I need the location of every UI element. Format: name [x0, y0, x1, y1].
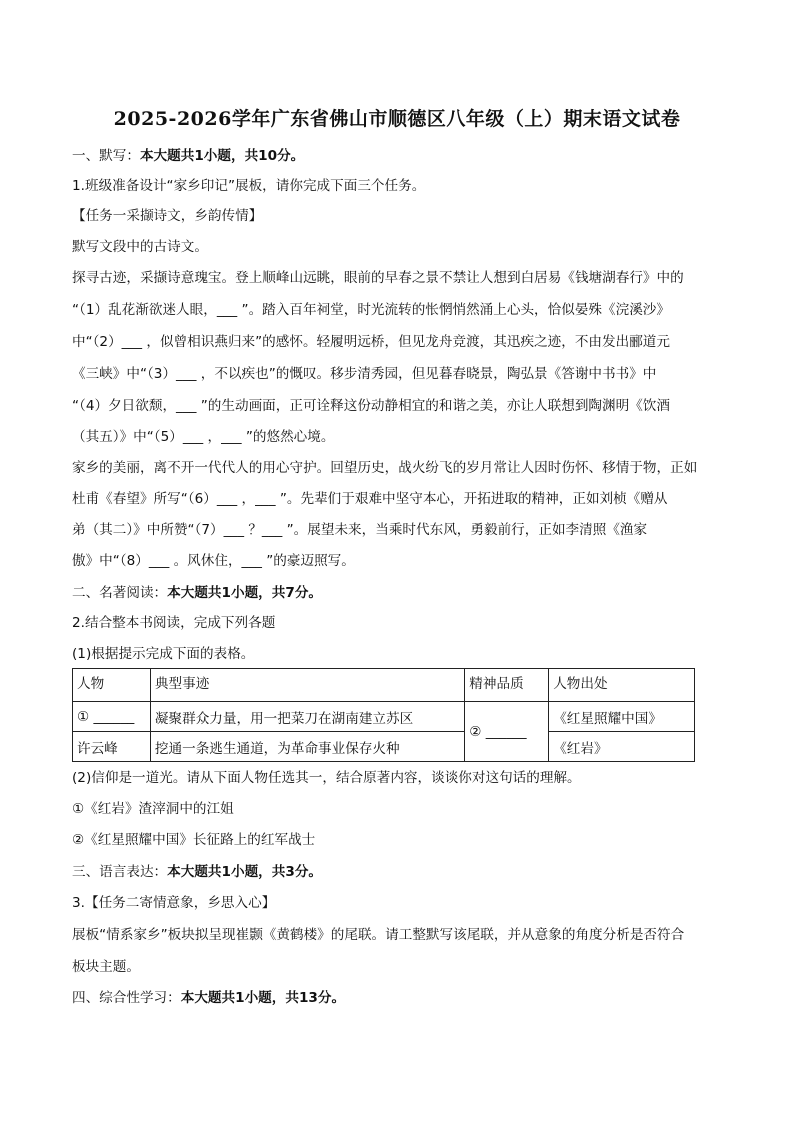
- table-cell-person: 许云峰: [73, 732, 151, 762]
- q1-para2-line: 家乡的美丽，离不开一代代人的用心守护。回望历史，战火纷飞的岁月常让人因时伤怀、移情于物，正如: [72, 460, 698, 476]
- q1-intro: 1.班级准备设计“家乡印记”展板，请你完成下面三个任务。: [72, 178, 426, 194]
- section-4-heading: 四、综合性学习：本大题共1小题，共13分。: [72, 990, 346, 1006]
- q2-option-2: ②《红星照耀中国》长征路上的红军战士: [72, 832, 316, 848]
- table-cell-quality[interactable]: ② ______: [465, 702, 549, 762]
- q1-para2-line: 弟（其二）》中所赞“（7）___ ？___ ”。展望未来，当乘时代东风，勇毅前行，正如李清照《渔家: [72, 522, 648, 538]
- q1-task-title: 【任务一采撷诗文，乡韵传情】: [72, 208, 263, 224]
- q2-option-1: ①《红岩》渣滓洞中的江姐: [72, 801, 234, 817]
- q1-para2-line: 傲》中“（8）___ 。风休住，___ ”的豪迈照写。: [72, 553, 355, 569]
- q1-para2-line: 杜甫《春望》所写“（6）___ ，___ ”。先辈们于艰难中坚守本心，开拓进取的精神，正如刘桢《赠从: [72, 491, 668, 507]
- q2-intro: 2.结合整本书阅读，完成下列各题: [72, 615, 276, 631]
- table-cell-source: 《红岩》: [549, 732, 695, 762]
- q1-para1-line: （其五）》中“（5）___ ，___ ”的悠然心境。: [72, 429, 335, 445]
- table-header-cell: 人物: [73, 669, 151, 702]
- table-cell-deed: 挖通一条逃生通道，为革命事业保存火种: [150, 732, 464, 762]
- q1-para1-line: “（1）乱花渐欲迷人眼，___ ”。踏入百年祠堂，时光流转的怅惘悄然涌上心头，恰似晏殊《浣溪沙》: [72, 302, 670, 318]
- table-cell-source: 《红星照耀中国》: [549, 702, 695, 732]
- table-header-cell: 人物出处: [549, 669, 695, 702]
- q3-line: 展板“情系家乡”板块拟呈现崔颢《黄鹤楼》的尾联。请工整默写该尾联，并从意象的角度分析是否符合: [72, 927, 685, 943]
- table-cell-person[interactable]: ① ______: [73, 702, 151, 732]
- q2-sub1: (1)根据提示完成下面的表格。: [72, 646, 255, 662]
- table-row: [73, 702, 695, 732]
- q1-instruction: 默写文段中的古诗文。: [72, 239, 208, 255]
- q2-sub2: (2)信仰是一道光。请从下面人物任选其一，结合原著内容，谈谈你对这句话的理解。: [72, 770, 581, 786]
- page-title: 2025-2026学年广东省佛山市顺德区八年级（上）期末语文试卷: [113, 108, 681, 130]
- table-header-cell: 典型事迹: [150, 669, 464, 702]
- section-2-heading: 二、名著阅读：本大题共1小题，共7分。: [72, 585, 323, 601]
- section-1-heading: 一、默写：本大题共1小题，共10分。: [72, 148, 305, 164]
- q1-para1-line: “（4）夕日欲颓，___ ”的生动画面，正可诠释这份动静相宜的和谐之美，亦让人联想到陶渊明《饮酒: [72, 398, 670, 414]
- table-header-row: [73, 669, 695, 702]
- q3-intro: 3.【任务二寄情意象，乡思入心】: [72, 895, 276, 911]
- q3-line: 板块主题。: [72, 959, 140, 975]
- q1-para1-line: 探寻古迹，采撷诗意瑰宝。登上顺峰山远眺，眼前的早春之景不禁让人想到白居易《钱塘湖春行》中的: [72, 270, 684, 286]
- table-cell-deed: 凝聚群众力量，用一把菜刀在湖南建立苏区: [150, 702, 464, 732]
- q1-para1-line: 《三峡》中“（3）___ ，不以疾也”的慨叹。移步清秀园，但见暮春晓景，陶弘景《答谢中书书》中: [72, 366, 657, 382]
- table-header-cell: 精神品质: [465, 669, 549, 702]
- section-3-heading: 三、语言表达：本大题共1小题，共3分。: [72, 864, 323, 880]
- table-row: [73, 732, 695, 762]
- q1-para1-line: 中“（2）___ ，似曾相识燕归来”的感怀。轻履明远桥，但见龙舟竞渡，其迅疾之迹，不由发出郦道元: [72, 334, 670, 350]
- character-table: [72, 668, 695, 762]
